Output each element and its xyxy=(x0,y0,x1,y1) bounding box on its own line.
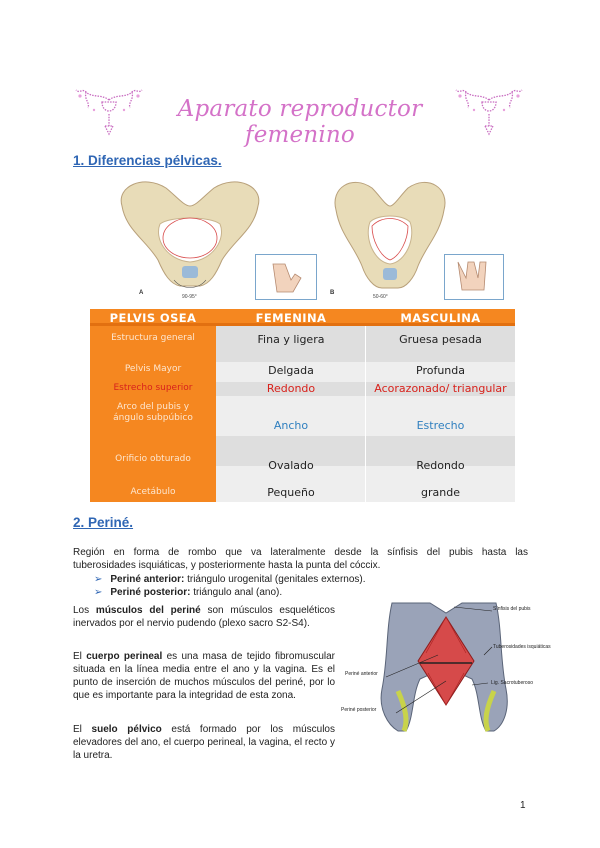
table-header-cell: MASCULINA xyxy=(400,311,481,325)
figure-letter-a: A xyxy=(139,290,144,296)
label-sinfisis: Sínfisis del pubis xyxy=(493,606,531,612)
table-header-cell: FEMENINA xyxy=(255,311,327,325)
figure-angle-a: 90-95° xyxy=(182,294,197,300)
table-row-label: Estrecho superior xyxy=(113,383,193,393)
table-cell-femenina: Redondo xyxy=(266,382,316,395)
label-perine-anterior: Periné anterior xyxy=(345,671,378,677)
table-cell-femenina: Delgada xyxy=(268,364,314,377)
document-title: Aparato reproductor femenino xyxy=(177,96,423,148)
table-row-label: Acetábulo xyxy=(130,487,176,497)
table-header-cell: PELVIS OSEA xyxy=(109,311,197,325)
table-row-label: Estructura general xyxy=(111,333,195,343)
list-item: ➢ Periné anterior: triángulo urogenital (genitales externos). xyxy=(94,574,366,585)
table-cell-femenina: Fina y ligera xyxy=(257,333,325,346)
uterus-flourish-icon xyxy=(454,80,524,140)
intro-line-2: tuberosidades isquiáticas, y posteriormente hasta la punta del cóccix. xyxy=(73,560,381,571)
musculos-paragraph: Los músculos del periné son músculos esqueléticos inervados por el nervio pudendo (plexo sacro S2-S4). xyxy=(73,605,335,629)
table-cell-masculina: Profunda xyxy=(416,364,465,377)
table-column-divider xyxy=(365,326,366,502)
section-heading-pelvic: 1. Diferencias pélvicas. xyxy=(73,153,222,168)
list-item: ➢ Periné posterior: triángulo anal (ano). xyxy=(94,587,283,598)
label-perine-posterior: Periné posterior xyxy=(341,707,377,713)
label-lig-sacrotuberoso: Lig. Sacrotuberoso xyxy=(491,680,533,686)
table-cell-masculina: Estrecho xyxy=(416,419,465,432)
table-row-label: Pelvis Mayor xyxy=(124,364,182,374)
section-heading-perine: 2. Periné. xyxy=(73,515,134,530)
table-cell-masculina: grande xyxy=(421,486,460,499)
cuerpo-perineal-paragraph: El cuerpo perineal es una masa de tejido fibromuscular situada en la línea media entre el ano y la vagina. Es el punto de inserción de muchos músculos del periné, por lo que es importante para la integridad de esta zona. xyxy=(73,651,336,701)
uterus-flourish-icon xyxy=(74,80,144,140)
table-row-label: Arco del pubis y ángulo subpúbico xyxy=(113,402,193,423)
suelo-pelvico-paragraph: El suelo pélvico está formado por los músculos elevadores del ano, el cuerpo perineal, la vagina, el recto y la uretra. xyxy=(73,724,335,761)
hand-angle-illustration xyxy=(255,254,317,300)
table-row-label: Orificio obturado xyxy=(115,454,191,464)
table-cell-masculina: Gruesa pesada xyxy=(399,333,482,346)
arrow-bullet-icon: ➢ xyxy=(94,574,103,585)
male-pelvis-illustration xyxy=(330,176,450,300)
table-cell-masculina: Redondo xyxy=(416,459,465,472)
table-cell-masculina: Acorazonado/ triangular xyxy=(374,382,507,395)
table-cell-femenina: Pequeño xyxy=(267,486,315,499)
figure-letter-b: B xyxy=(330,290,335,296)
label-tuberosidades: Tuberosidades isquiáticas xyxy=(493,644,551,650)
intro-line-1: Región en forma de rombo que va lateralmente desde la sínfisis del pubis hasta las xyxy=(73,547,528,558)
perineum-diagram xyxy=(342,599,552,734)
table-cell-femenina: Ancho xyxy=(273,419,309,432)
figure-angle-b: 50-60° xyxy=(373,294,388,300)
hand-angle-illustration xyxy=(444,254,504,300)
table-cell-femenina: Ovalado xyxy=(268,459,314,472)
female-pelvis-illustration xyxy=(114,176,266,300)
arrow-bullet-icon: ➢ xyxy=(94,587,103,598)
page-number: 1 xyxy=(520,800,526,811)
pelvis-comparison-table xyxy=(90,309,515,502)
